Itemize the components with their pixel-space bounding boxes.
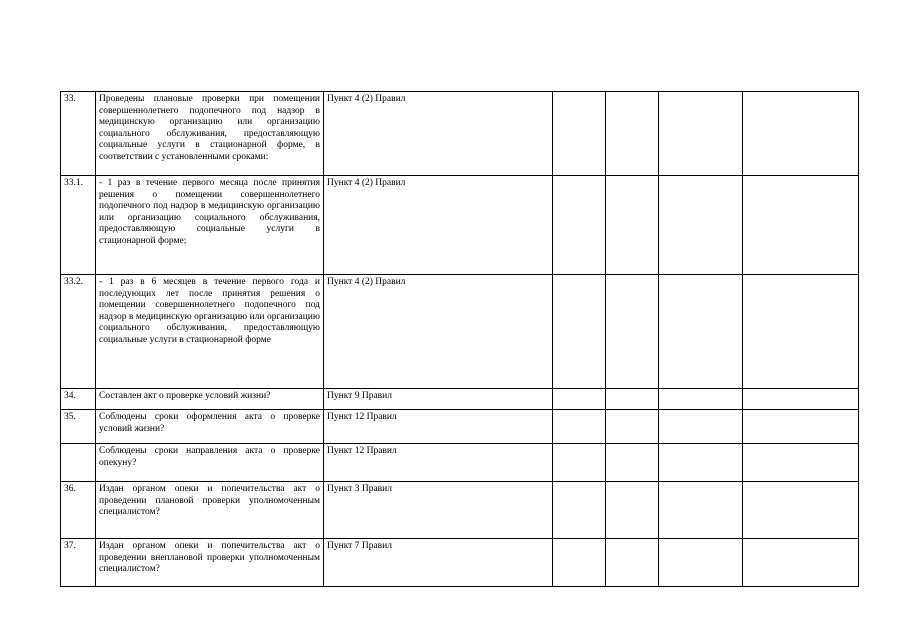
empty-cell — [606, 410, 659, 444]
empty-cell — [553, 539, 606, 587]
row-question: Соблюдены сроки оформления акта о проверке условий жизни? — [96, 410, 324, 444]
row-number: 33.2. — [61, 275, 96, 389]
empty-cell — [659, 389, 743, 410]
row-number: 33.1. — [61, 176, 96, 275]
row-reference: Пункт 4 (2) Правил — [324, 92, 553, 176]
empty-cell — [606, 176, 659, 275]
row-question: Издан органом опеки и попечительства акт о проведении внеплановой проверки уполномоченным специалистом? — [96, 539, 324, 587]
empty-cell — [553, 444, 606, 482]
table-row — [61, 539, 859, 587]
table-row — [61, 176, 859, 275]
row-question: Соблюдены сроки направления акта о проверке опекуну? — [96, 444, 324, 482]
empty-cell — [659, 482, 743, 539]
empty-cell — [606, 444, 659, 482]
table-row — [61, 444, 859, 482]
row-reference: Пункт 3 Правил — [324, 482, 553, 539]
empty-cell — [606, 539, 659, 587]
row-number: 35. — [61, 410, 96, 444]
empty-cell — [743, 275, 859, 389]
row-question: Проведены плановые проверки при помещении совершеннолетнего подопечного под надзор в медицинскую организацию или организацию социального обслуживания, предоставляющую социальные услуги в стационарной форме, в соответствии с установленными сроками: — [96, 92, 324, 176]
empty-cell — [659, 410, 743, 444]
row-question: - 1 раз в 6 месяцев в течение первого года и последующих лет после принятия решения о помещении совершеннолетнего подопечного под надзор в медицинскую организацию или организацию социального обслуживания, предоставляющую социальные услуги в стационарной форме — [96, 275, 324, 389]
empty-cell — [606, 92, 659, 176]
row-number — [61, 444, 96, 482]
row-number: 33. — [61, 92, 96, 176]
empty-cell — [743, 444, 859, 482]
empty-cell — [553, 389, 606, 410]
row-reference: Пункт 4 (2) Правил — [324, 176, 553, 275]
empty-cell — [743, 92, 859, 176]
empty-cell — [659, 275, 743, 389]
empty-cell — [743, 389, 859, 410]
row-reference: Пункт 7 Правил — [324, 539, 553, 587]
empty-cell — [659, 444, 743, 482]
empty-cell — [659, 539, 743, 587]
row-reference: Пункт 9 Правил — [324, 389, 553, 410]
row-number: 37. — [61, 539, 96, 587]
empty-cell — [553, 482, 606, 539]
checklist-table — [60, 91, 859, 587]
empty-cell — [659, 92, 743, 176]
empty-cell — [743, 176, 859, 275]
empty-cell — [606, 389, 659, 410]
row-question: - 1 раз в течение первого месяца после принятия решения о помещении совершеннолетнего подопечного под надзор в медицинскую организацию или организацию социального обслуживания, предоставляющую социальные услуги в стационарной форме; — [96, 176, 324, 275]
table-row — [61, 92, 859, 176]
row-number: 34. — [61, 389, 96, 410]
empty-cell — [553, 275, 606, 389]
row-number: 36. — [61, 482, 96, 539]
table-row — [61, 482, 859, 539]
empty-cell — [743, 410, 859, 444]
empty-cell — [606, 275, 659, 389]
empty-cell — [553, 410, 606, 444]
table-row — [61, 275, 859, 389]
row-reference: Пункт 4 (2) Правил — [324, 275, 553, 389]
row-question: Издан органом опеки и попечительства акт о проведении плановой проверки уполномоченным специалистом? — [96, 482, 324, 539]
empty-cell — [553, 92, 606, 176]
empty-cell — [743, 539, 859, 587]
empty-cell — [553, 176, 606, 275]
empty-cell — [606, 482, 659, 539]
row-reference: Пункт 12 Правил — [324, 410, 553, 444]
table-row — [61, 410, 859, 444]
row-question: Составлен акт о проверке условий жизни? — [96, 389, 324, 410]
empty-cell — [743, 482, 859, 539]
empty-cell — [659, 176, 743, 275]
table-row — [61, 389, 859, 410]
row-reference: Пункт 12 Правил — [324, 444, 553, 482]
